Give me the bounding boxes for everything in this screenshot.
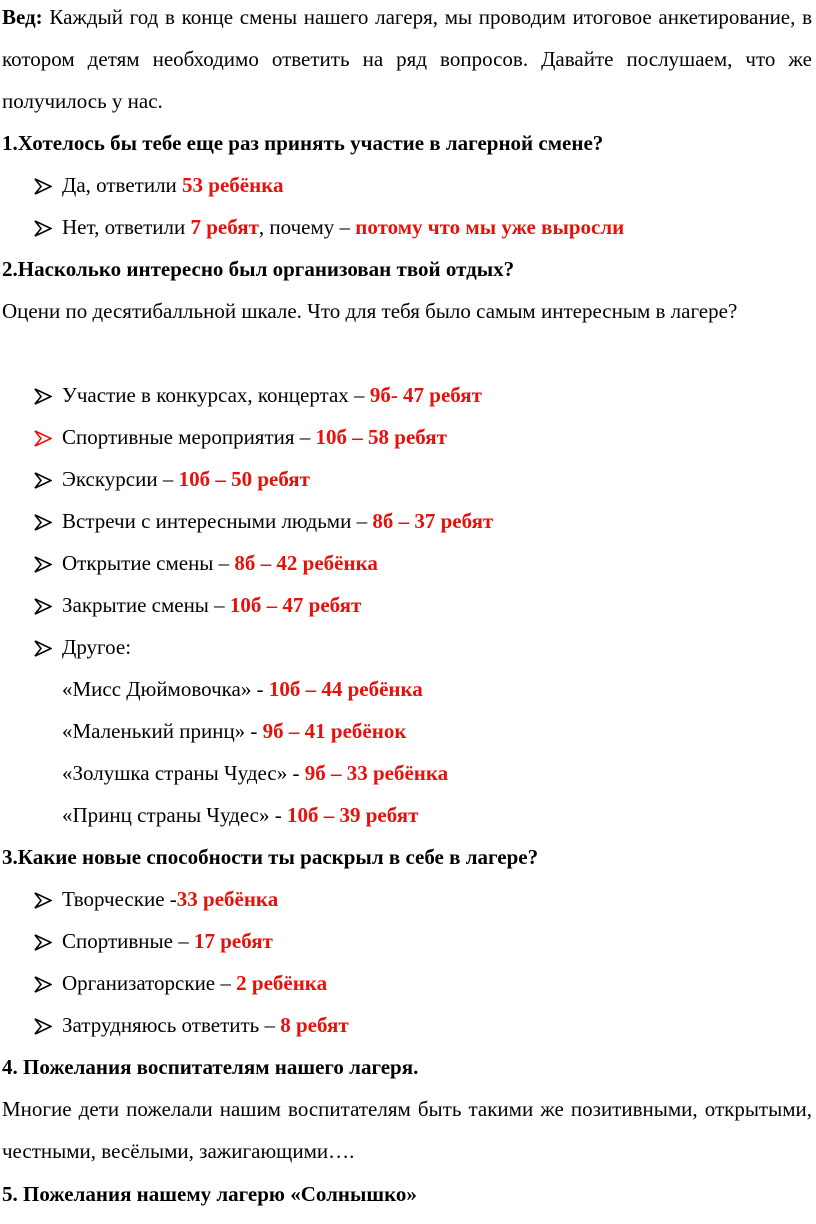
q2-other-4 xyxy=(62,801,418,829)
item-text: Творческие - xyxy=(62,887,177,911)
item-value: 9б- 47 ребят xyxy=(369,383,482,407)
q2-other-3 xyxy=(62,759,448,787)
item-text: Организаторские – xyxy=(62,971,237,995)
arrowhead-bullet-icon xyxy=(34,892,62,909)
arrowhead-bullet-icon xyxy=(34,220,62,237)
other-value: 9б – 41 ребёнок xyxy=(262,719,407,743)
item-text: Открытие смены – xyxy=(62,551,235,575)
q2-item-other xyxy=(34,633,131,661)
q1-answer-no xyxy=(34,213,624,241)
arrowhead-bullet-icon xyxy=(34,388,62,405)
q2-other-1 xyxy=(62,675,423,703)
answer-text: Да, ответили xyxy=(62,173,183,197)
q2-item-closing xyxy=(34,591,361,619)
arrowhead-bullet-icon xyxy=(34,976,62,993)
item-value: 8б – 42 ребёнка xyxy=(234,551,378,575)
other-text: «Принц страны Чудес» - xyxy=(62,803,287,827)
answer-reason: потому что мы уже выросли xyxy=(355,215,625,239)
answer-suffix: , почему – xyxy=(258,215,356,239)
q2-item-opening xyxy=(34,549,378,577)
item-value: 8 ребят xyxy=(280,1013,349,1037)
q2-item-meetings xyxy=(34,507,493,535)
arrowhead-bullet-icon xyxy=(34,430,62,447)
q3-item-creative xyxy=(34,885,278,913)
arrowhead-bullet-icon xyxy=(34,934,62,951)
q1-answer-yes xyxy=(34,171,284,199)
answer-value: 53 ребёнка xyxy=(182,173,284,197)
arrowhead-bullet-icon xyxy=(34,556,62,573)
q2-item-contests xyxy=(34,381,482,409)
answer-text: Нет, ответили xyxy=(62,215,191,239)
question-2-heading: 2.Насколько интересно был организован твой отдых? xyxy=(2,257,515,281)
q2-item-sports xyxy=(34,423,447,451)
q2-instruction: Оцени по десятибалльной шкале. Что для тебя было самым интересным в лагере? xyxy=(2,299,738,323)
item-text: Закрытие смены – xyxy=(62,593,230,617)
item-value: 2 ребёнка xyxy=(236,971,328,995)
item-text: Спортивные мероприятия – xyxy=(62,425,316,449)
question-5-heading: 5. Пожелания нашему лагерю «Солнышко» xyxy=(2,1182,417,1206)
item-text: Затрудняюсь ответить – xyxy=(62,1013,281,1037)
q3-item-unsure xyxy=(34,1011,349,1039)
item-text: Спортивные – xyxy=(62,929,194,953)
arrowhead-bullet-icon xyxy=(34,598,62,615)
other-value: 9б – 33 ребёнка xyxy=(304,761,449,785)
question-1-heading: 1.Хотелось бы тебе еще раз принять участие в лагерной смене? xyxy=(2,131,604,155)
q2-other-2 xyxy=(62,717,406,745)
item-value: 10б – 50 ребят xyxy=(178,467,310,491)
item-value: 10б – 58 ребят xyxy=(315,425,447,449)
q3-item-sports xyxy=(34,927,273,955)
intro-text: Каждый год в конце смены нашего лагеря, мы проводим итоговое анкетирование, в котором детям необходимо ответить на ряд вопросов. Давайте послушаем, что же получилось у нас. xyxy=(2,5,812,113)
arrowhead-bullet-icon xyxy=(34,178,62,195)
item-text: Участие в конкурсах, концертах – xyxy=(62,383,370,407)
arrowhead-bullet-icon xyxy=(34,1018,62,1035)
intro-paragraph xyxy=(2,0,812,122)
item-text: Экскурсии – xyxy=(62,467,179,491)
item-value: 33 ребёнка xyxy=(176,887,279,911)
item-value: 8б – 37 ребят xyxy=(372,509,494,533)
other-text: «Мисс Дюймовочка» - xyxy=(62,677,269,701)
arrowhead-bullet-icon xyxy=(34,514,62,531)
q4-text: Многие дети пожелали нашим воспитателям быть такими же позитивными, открытыми, честными, весёлыми, зажигающими…. xyxy=(2,1097,812,1163)
other-text: «Маленький принц» - xyxy=(62,719,263,743)
question-4-heading: 4. Пожелания воспитателям нашего лагеря. xyxy=(2,1055,419,1079)
item-text: Другое: xyxy=(62,635,132,659)
question-3-heading: 3.Какие новые способности ты раскрыл в себе в лагере? xyxy=(2,845,539,869)
other-value: 10б – 39 ребят xyxy=(286,803,419,827)
item-text: Встречи с интересными людьми – xyxy=(62,509,373,533)
item-value: 10б – 47 ребят xyxy=(229,593,362,617)
q3-item-organizing xyxy=(34,969,327,997)
other-text: «Золушка страны Чудес» - xyxy=(62,761,305,785)
other-value: 10б – 44 ребёнка xyxy=(268,677,423,701)
arrowhead-bullet-icon xyxy=(34,640,62,657)
speaker-label: Вед: xyxy=(2,5,43,29)
q2-item-excursions xyxy=(34,465,310,493)
item-value: 17 ребят xyxy=(193,929,273,953)
arrowhead-bullet-icon xyxy=(34,472,62,489)
answer-value: 7 ребят xyxy=(190,215,259,239)
